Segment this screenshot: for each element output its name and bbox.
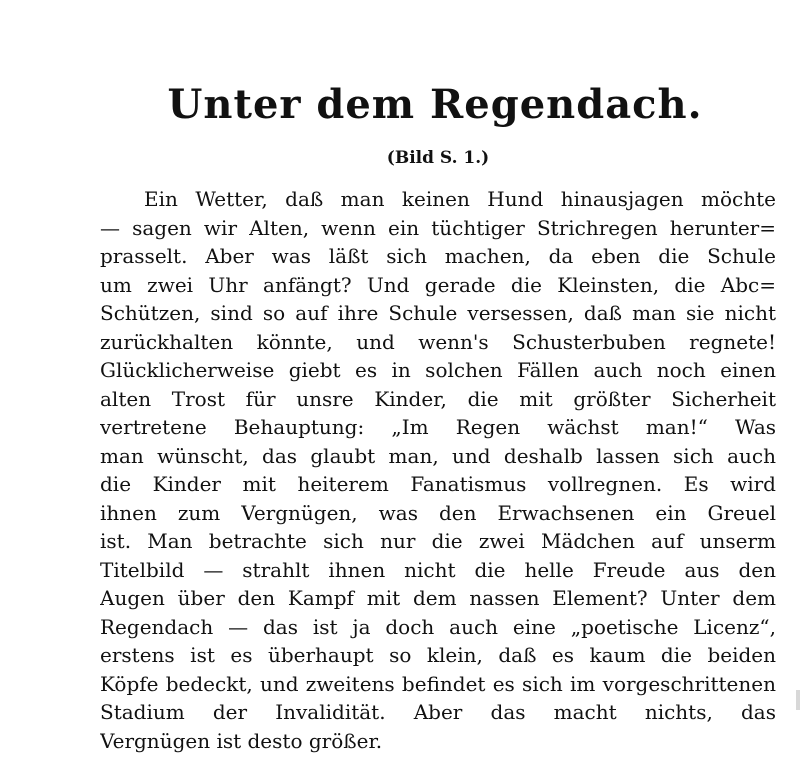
scan-edge-mark bbox=[796, 690, 800, 710]
body-line: alten Trost für unsre Kinder, die mit größter Sicherheit bbox=[100, 386, 776, 411]
body-line: Titelbild — strahlt ihnen nicht die helle Freude aus den bbox=[100, 557, 776, 582]
body-line: — sagen wir Alten, wenn ein tüchtiger Strichregen herunter= bbox=[100, 215, 776, 240]
body-line: zurückhalten könnte, und wenn's Schusterbuben regnete! bbox=[100, 329, 776, 354]
body-line: Glücklicherweise giebt es in solchen Fällen auch noch einen bbox=[100, 358, 776, 382]
body-line: um zwei Uhr anfängt? Und gerade die Kleinsten, die Abc= bbox=[100, 272, 776, 297]
body-line: Köpfe bedeckt, und zweitens befindet es sich im vorgeschrittenen bbox=[100, 671, 776, 696]
article-title: Unter dem Regendach. bbox=[167, 81, 703, 128]
body-line: Schützen, sind so auf ihre Schule versessen, daß man sie nicht bbox=[100, 301, 776, 325]
image-reference: (Bild S. 1.) bbox=[386, 148, 490, 168]
article-body bbox=[100, 185, 776, 755]
body-line: Regendach — das ist ja doch auch eine „poetische Licenz“, bbox=[100, 614, 776, 639]
body-line: erstens ist es überhaupt so klein, daß es kaum die beiden bbox=[100, 643, 776, 667]
body-line: Vergnügen ist desto größer. bbox=[100, 728, 383, 753]
body-line: man wünscht, das glaubt man, und deshalb lassen sich auch bbox=[100, 443, 776, 468]
body-line: Stadium der Invalidität. Aber das macht nichts, das bbox=[100, 700, 776, 724]
body-line: vertretene Behauptung: „Im Regen wächst man!“ Was bbox=[100, 415, 776, 439]
body-line: ihnen zum Vergnügen, was den Erwachsenen ein Greuel bbox=[100, 500, 776, 525]
body-line: Ein Wetter, daß man keinen Hund hinausjagen möchte bbox=[144, 187, 776, 211]
body-line: Augen über den Kampf mit dem nassen Element? Unter dem bbox=[100, 586, 776, 610]
body-line: ist. Man betrachte sich nur die zwei Mädchen auf unserm bbox=[100, 529, 776, 553]
body-line: prasselt. Aber was läßt sich machen, da eben die Schule bbox=[100, 244, 776, 268]
body-line: die Kinder mit heiterem Fanatismus vollregnen. Es wird bbox=[100, 472, 776, 496]
